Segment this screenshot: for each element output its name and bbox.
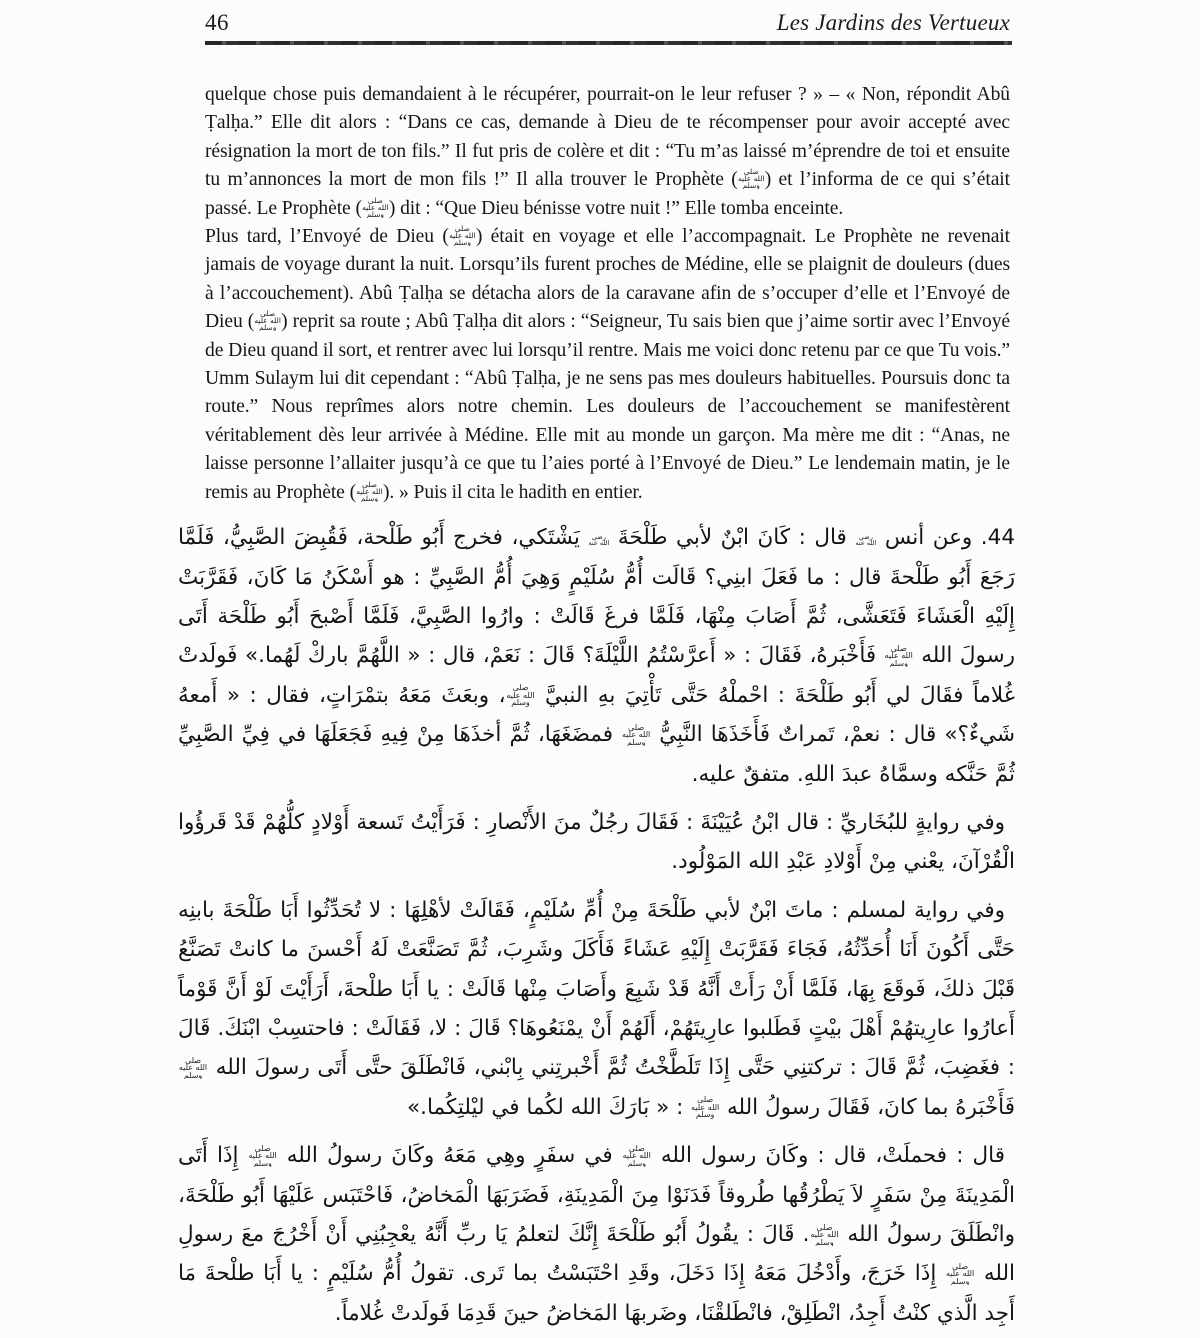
french-paragraph: quelque chose puis demandaient à le récupérer, pourrait-on le leur refuser ? » – « Non, répondit Abû Ṭalḥa.” Elle dit alors : “Dans ce cas, demande à Dieu de te récompenser pour avoir accepté avec résignation la mort de ton fils.” Il fut pris de colère et dit : “Tu m’as laissé m’éprendre de toi et ensuite tu m’annonces la mort de mon fils !” Il alla trouver le Prophète ( صلى الله عليه وسلم ) et l’informa de ce qui s’était passé. Le Prophète ( صلى الله عليه وسلم ) dit : “Que Dieu bénisse votre nuit !” Elle tomba enceinte. — [205, 84, 1010, 219]
page-number: 46 — [205, 10, 229, 35]
saw-honorific-icon: صلى الله عليه وسلم — [506, 684, 535, 707]
saw-honorific-icon: صلى الله عليه وسلم — [691, 1096, 720, 1119]
saw-honorific-icon: صلى الله عليه وسلم — [737, 168, 765, 190]
saw-honorific-icon: صلى الله عليه وسلم — [449, 225, 476, 247]
book-title: Les Jardins des Vertueux — [776, 10, 1010, 35]
ra-honorific-icon: رضي الله عنه — [588, 534, 610, 547]
saw-honorific-icon: صلى الله عليه وسلم — [356, 480, 383, 502]
saw-honorific-icon: صلى الله عليه وسلم — [248, 1144, 277, 1168]
page-header — [205, 10, 1010, 36]
arabic-paragraph-continuation: قال : فحملَتْ، قال : وكَانَ رسول الله صلى الله عليه وسلم في سفَرٍ وهِي مَعَهُ وكَانَ رسولُ الله صلى الله عليه وسلم إِذَا أَتَى الْمَدِينَةَ مِنْ سَفَرٍ لاَ يَطْرُقُها طُروقاً فَدَنَوْا مِنَ الْمَدِينَةِ، فَضَرَبَهَا الْمَخاضُ، فَاحْتَبَس عَلَيْهَا أَبُو طَلْحَةَ، وانْطَلَقَ رسولُ الله صلى الله عليه وسلم. قَالَ : يقُولُ أَبُو طَلْحَةَ إِنَّكَ لتعلمُ يَا ربِّ أَنَّهُ يعْجِبُنِي أَنْ أَخْرُجَ معَ رسولِ الله صلى الله عليه وسلم إِذَا خَرَجَ، وأَدْخُلَ مَعَهُ إِذَا دَخَلَ، وقَدِ احْتَبَسْتُ بما تَرى. تقولُ أُمُّ سُلَيْمٍ : يا أَبَا طلْحةَ مَا أَجِد الَّذي كنْتُ أَجِدُ، انْطَلِقْ، فانْطَلقْنَا، وضَربهَا المَخاضُ حينَ قَدِمَا فَولَدتْ غُلاماً. — [178, 1143, 1015, 1326]
header-rule — [205, 41, 1012, 45]
saw-honorific-icon: صلى الله عليه وسلم — [178, 1056, 208, 1080]
arabic-paragraph-muslim-narration: وفي رواية لمسلم : ماتَ ابْنٌ لأبي طَلْحَةَ مِنْ أُمِّ سُلَيْمٍ، فَقَالَتْ لأهْلِهَا : لا تُحَدِّثُوا أَبَا طَلْحَةَ بابنِه حَتَّى أَكُونَ أَنَا أُحَدِّثُهُ، فَجَاءَ فَقَرَّبَتْ إِلَيْهِ عَشَاءً فَأَكَلَ وشَرِبَ، ثُمَّ تَصَنَّعَتْ لَهُ أَحْسنَ ما كانتْ تَصَنَّعُ قَبْلَ ذلكَ، فَوقَعَ بِهَا، فَلَمَّا أَنْ رَأَتْ أَنَّهُ قَدْ شَبِعَ وأَصَابَ مِنْها قَالَتْ : يا أَبَا طلْحةَ، أَرَأَيْتَ لَوْ أَنَّ قَوْماً أَعارُوا عارِيتهُمْ أَهْلَ بيْتٍ فَطَلبوا عارِيتَهُمْ، أَلَهُمْ أَنْ يمْنَعُوهَا؟ قَالَ : لا، فَقَالَتْ : فاحتسِبْ ابْنَكَ. قَالَ : فغَضِبَ، ثُمَّ قَالَ : تركتنِي حَتَّى إِذَا تَلَطَّخْتُ ثُمَّ أَخْبرتِني بِابْني، فَانْطَلَقَ حتَّى أَتَى رسولَ الله صلى الله عليه وسلم فَأَخْبَرهُ بما كانَ، فَقَالَ رسولُ الله صلى الله عليه وسلم : « بَارَكَ الله لكُما في ليْلتِكُما.» — [178, 897, 1015, 1120]
ra-honorific-icon: رضي الله عنه — [855, 534, 877, 547]
saw-honorific-icon: صلى الله عليه وسلم — [945, 1262, 975, 1286]
saw-honorific-icon: صلى الله عليه وسلم — [254, 310, 281, 332]
saw-honorific-icon: صلى الله عليه وسلم — [622, 1144, 651, 1168]
book-page — [0, 10, 1200, 1338]
saw-honorific-icon: صلى الله عليه وسلم — [621, 723, 651, 747]
french-translation-section — [205, 81, 1010, 507]
arabic-paragraph-hadith-44: 44. وعن أنس رضي الله عنه قال : كَانَ ابْنٌ لأبي طَلْحَةَ رضي الله عنه يَشْتَكي، فخرج أَبُو طَلْحة، فَقُبِضَ الصَّبِيُّ، فَلَمَّا رَجَعَ أَبُو طَلْحةَ قال : ما فَعَلَ ابنِي؟ قَالَت أُمُّ سُلَيْمٍ وَهِيَ أُمُّ الصَّبِيِّ : هو أَسْكَنُ مَا كَانَ، فَقَرَّبَتْ إِلَيْهِ الْعَشَاءَ فَتَعَشَّى، ثُمَّ أَصَابَ مِنْهَا، فَلَمَّا فرغَ قَالَتْ : وارُوا الصَّبِيَّ، فَلَمَّا أَصْبحَ أَبُو طَلْحَة أَتَى رسولَ الله صلى الله عليه وسلم فَأَخْبَرهُ، فَقَالَ : « أَعرَّسْتُمُ اللَّيْلَةَ؟ قَالَ : نَعَمْ، قال : « اللَّهُمَّ باركْ لَهُما.» فَولَدتْ غُلاماً فقَالَ لي أَبُو طَلْحَةَ : احْملْهُ حَتَّى تَأْتِيَ بهِ النبيَّ صلى الله عليه وسلم، وبعَثَ مَعَهُ بتمْرَاتٍ، فقال : « أَمعهُ شَيءٌ؟» قال : نعمْ، تَمراتٌ فَأَخَذَهَا النَّبِيُّ صلى الله عليه وسلم فمضَغَهَا، ثُمَّ أخذَهَا مِنْ فِيهِ فَجَعَلَهَا في فِيِّ الصَّبِيِّ ثُمَّ حَنَّكه وسمَّاهُ عبدَ اللهِ. متفقٌ عليه. — [178, 525, 1015, 787]
saw-honorific-icon: صلى الله عليه وسلم — [362, 196, 389, 218]
saw-honorific-icon: صلى الله عليه وسلم — [810, 1223, 839, 1246]
french-paragraph: Plus tard, l’Envoyé de Dieu ( صلى الله عليه وسلم ) était en voyage et elle l’accompagnait. Le Prophète ne revenait jamais de voyage durant la nuit. Lorsqu’ils furent proches de Médine, elle se plaignit de douleurs (dues à l’accouchement). Abû Ṭalḥa se détacha alors de la caravane afin de s’occuper d’elle et l’Envoyé de Dieu ( صلى الله عليه وسلم ) reprit sa route ; Abû Ṭalḥa dit alors : “Seigneur, Tu sais bien que j’aime sortir avec l’Envoyé de Dieu quand il sort, et rentrer avec lui lorsqu’il rentre. Mais me voici donc retenu par ce que Tu vois.” Umm Sulaym lui dit cependant : “Abû Ṭalḥa, je ne sens pas mes douleurs habituelles. Poursuis donc ta route.” Nous reprîmes alors notre chemin. Les douleurs de l’accouchement se manifestèrent véritablement dès leur arrivée à Médine. Elle mit au monde un garçon. Ma mère me dit : “Anas, ne laisse personne l’allaiter jusqu’à ce que tu l’aies porté à l’Envoyé de Dieu.” Le lendemain matin, je le remis au Prophète ( صلى الله عليه وسلم ). » Puis il cita le hadith en entier. — [205, 225, 1010, 503]
arabic-hadith-section — [178, 518, 1015, 1333]
saw-honorific-icon: صلى الله عليه وسلم — [884, 644, 913, 668]
arabic-paragraph-bukhari-narration: وفي روايةٍ للبُخَاريِّ : قال ابْنُ عُيَيْنَةَ : فَقَالَ رجُلٌ منَ الأَنْصارِ : فَرَأَيْتُ تَسعة أَوْلادٍ كلُّهُمْ قَدْ قَرؤُوا الْقُرْآنَ، يعْني مِنْ أَوْلادِ عَبْدِ الله المَوْلُود. — [178, 809, 1015, 875]
